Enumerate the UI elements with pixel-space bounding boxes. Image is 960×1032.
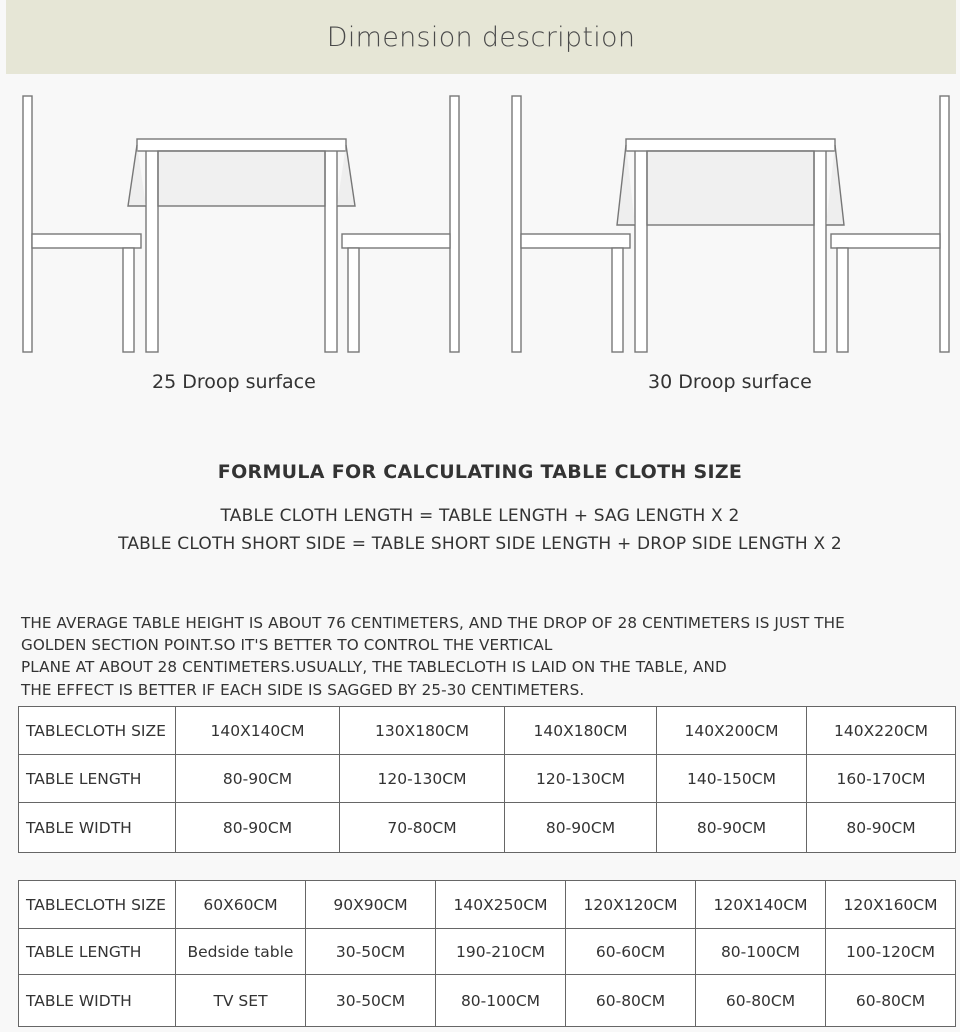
table-cell: 140X220CM (807, 707, 956, 755)
illustration-30-droop (512, 96, 949, 352)
table-cell: 60-60CM (566, 929, 696, 975)
table-cell: 140X200CM (657, 707, 807, 755)
table-cell: 60-80CM (826, 975, 956, 1027)
table-row (19, 929, 956, 975)
size-table-2 (18, 880, 956, 1027)
row-label: TABLE WIDTH (19, 803, 176, 853)
table-cell: 80-90CM (807, 803, 956, 853)
table-cell: 160-170CM (807, 755, 956, 803)
table-cell: 120X120CM (566, 881, 696, 929)
note-line: GOLDEN SECTION POINT.SO IT'S BETTER TO CONTROL THE VERTICAL (21, 636, 553, 655)
table-cell: 190-210CM (436, 929, 566, 975)
row-label: TABLE LENGTH (19, 929, 176, 975)
table-cell: 90X90CM (306, 881, 436, 929)
table-cell: 140X180CM (505, 707, 657, 755)
table-cell: 80-90CM (505, 803, 657, 853)
table-row (19, 707, 956, 755)
table-cell: 80-100CM (436, 975, 566, 1027)
row-label: TABLECLOTH SIZE (19, 707, 176, 755)
formula-length: TABLE CLOTH LENGTH = TABLE LENGTH + SAG LENGTH X 2 (220, 506, 740, 526)
caption-25-droop: 25 Droop surface (152, 371, 316, 393)
table-cell: 130X180CM (340, 707, 505, 755)
formula-short-side: TABLE CLOTH SHORT SIDE = TABLE SHORT SIDE LENGTH + DROP SIDE LENGTH X 2 (118, 534, 842, 554)
illustration-25-droop (23, 96, 459, 352)
note-line: PLANE AT ABOUT 28 CENTIMETERS.USUALLY, THE TABLECLOTH IS LAID ON THE TABLE, AND (21, 658, 727, 677)
table-cell: 30-50CM (306, 975, 436, 1027)
table-cell: 140X140CM (176, 707, 340, 755)
table-cell: 140X250CM (436, 881, 566, 929)
note-line: THE EFFECT IS BETTER IF EACH SIDE IS SAGGED BY 25-30 CENTIMETERS. (21, 680, 585, 699)
table-cell: TV SET (176, 975, 306, 1027)
table-cell: 120-130CM (340, 755, 505, 803)
table-cell: 60X60CM (176, 881, 306, 929)
table-cell: 80-90CM (176, 803, 340, 853)
table-cell: 100-120CM (826, 929, 956, 975)
table-cell: 140-150CM (657, 755, 807, 803)
table-cell: 30-50CM (306, 929, 436, 975)
droop-illustrations (0, 84, 960, 374)
table-cell: 60-80CM (566, 975, 696, 1027)
table-cell: 80-100CM (696, 929, 826, 975)
caption-30-droop: 30 Droop surface (648, 371, 812, 393)
table-row (19, 755, 956, 803)
table-cell: 60-80CM (696, 975, 826, 1027)
table-cell: 120-130CM (505, 755, 657, 803)
page-title: Dimension description (326, 21, 636, 53)
row-label: TABLE LENGTH (19, 755, 176, 803)
table-cell: 120X140CM (696, 881, 826, 929)
formula-title: FORMULA FOR CALCULATING TABLE CLOTH SIZE (217, 461, 743, 483)
row-label: TABLE WIDTH (19, 975, 176, 1027)
table-row (19, 975, 956, 1027)
table-cell: Bedside table (176, 929, 306, 975)
table-cell: 80-90CM (176, 755, 340, 803)
row-label: TABLECLOTH SIZE (19, 881, 176, 929)
table-cell: 120X160CM (826, 881, 956, 929)
height-note (21, 612, 941, 701)
table-row (19, 881, 956, 929)
header-banner (6, 0, 956, 74)
table-row (19, 803, 956, 853)
size-table-1 (18, 706, 956, 853)
table-cell: 70-80CM (340, 803, 505, 853)
table-cell: 80-90CM (657, 803, 807, 853)
note-line: THE AVERAGE TABLE HEIGHT IS ABOUT 76 CENTIMETERS, AND THE DROP OF 28 CENTIMETERS IS JUST THE (21, 614, 845, 632)
